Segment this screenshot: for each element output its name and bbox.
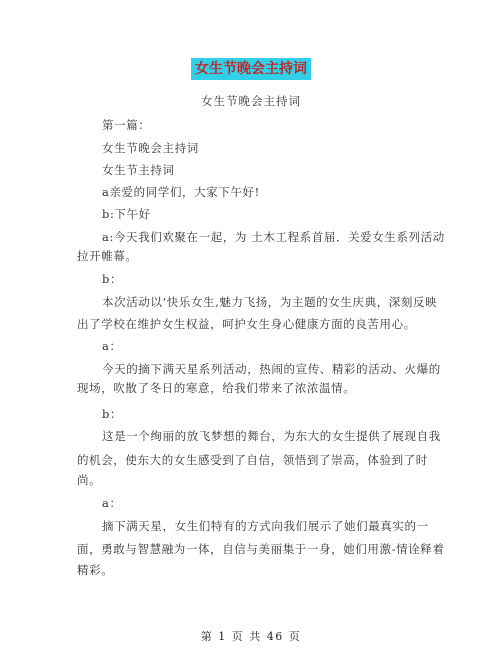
text-line: b：: [102, 407, 123, 421]
text-line: a:今天我们欢聚在一起，为 土木工程系首届．关爱女生系列活动: [102, 230, 445, 244]
text-line: 摘下满天星，女生们特有的方式向我们展示了她们最真实的一: [102, 519, 429, 533]
document-subtitle: 女生节晚会主持词: [201, 94, 301, 108]
text-line: 本次活动以’快乐女生,魅力飞扬，为主题的女生庆典，深刻反映: [102, 295, 438, 309]
text-line: 尚。: [77, 473, 102, 487]
page-number-footer: 第 1 页 共 46 页: [200, 630, 302, 643]
document-title-wrap: [0, 58, 502, 80]
text-line: 女生节晚会主持词: [102, 141, 199, 155]
text-line: b：: [102, 272, 123, 286]
text-line: 精彩。: [77, 563, 114, 577]
text-line: a亲爱的同学们，大家下午好!: [102, 185, 260, 199]
text-line: 今天的摘下满天星系列活动，热闹的宣传、精彩的活动、火爆的: [102, 362, 441, 376]
text-line: 拉开帷幕。: [77, 249, 138, 263]
text-line: a：: [102, 496, 122, 510]
document-title: 女生节晚会主持词: [191, 58, 311, 80]
text-line: 第一篇：: [102, 118, 151, 132]
text-line: 的机会，使东大的女生感受到了自信，领悟到了崇高，体验到了时: [77, 453, 428, 467]
text-line: b:下午好: [102, 207, 151, 221]
text-line: a：: [102, 339, 122, 353]
text-line: 女生节主持词: [102, 163, 175, 177]
text-line: 出了学校在维护女生权益，呵护女生身心健康方面的良苦用心。: [77, 317, 416, 331]
text-line: 现场，吹散了冬日的寒意，给我们带来了浓浓温情。: [77, 381, 356, 395]
text-line: 面，勇敢与智慧融为一体，自信与美丽集于一身，她们用激-情诠释着: [77, 542, 445, 556]
text-line: 这是一个绚丽的放飞梦想的舞台，为东大的女生提供了展现自我: [102, 429, 441, 443]
